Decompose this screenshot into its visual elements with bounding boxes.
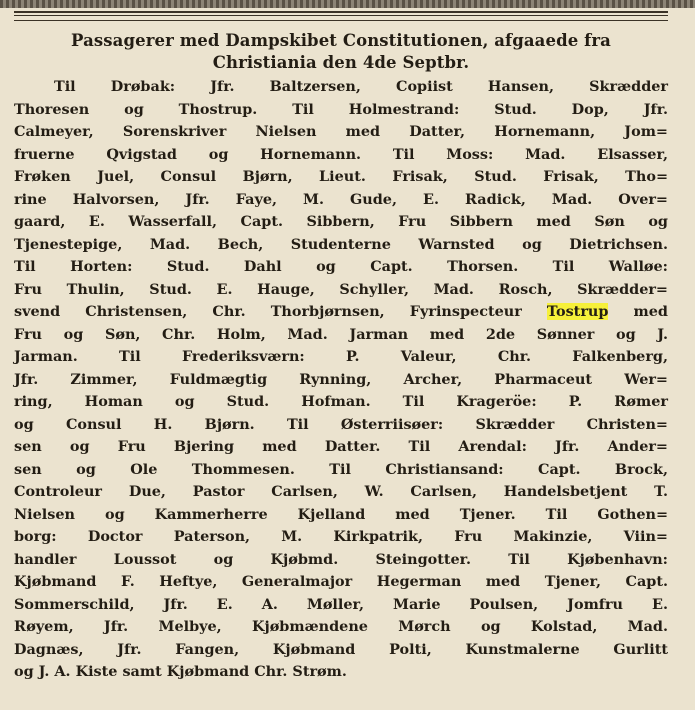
- body-line: Til Horten: Stud. Dahl og Capt. Thorsen. Til Walløe:: [14, 258, 668, 275]
- body-line: handler Loussot og Kjøbmd. Steingotter. Til Kjøbenhavn:: [14, 550, 668, 568]
- body-line: borg: Doctor Paterson, M. Kirkpatrik, Fru Makinzie, Viin=: [14, 528, 668, 545]
- body-line: Calmeyer, Sorenskriver Nielsen med Datter, Hornemann, Jom=: [14, 123, 668, 140]
- body-line: Controleur Due, Pastor Carlsen, W. Carlsen, Handelsbetjent T.: [14, 483, 668, 500]
- body-line: ring, Homan og Stud. Hofman. Til Krageröe: P. Rømer: [14, 393, 668, 410]
- top-rule: [14, 11, 668, 13]
- headline-line-2: Christiania den 4de Septbr.: [212, 53, 470, 72]
- body-line: og J. A. Kiste samt Kjøbmand Chr. Strøm.: [14, 663, 347, 680]
- article-headline: [14, 30, 668, 74]
- body-line: gaard, E. Wasserfall, Capt. Sibbern, Fru Sibbern med Søn og: [14, 213, 668, 230]
- body-line: rine Halvorsen, Jfr. Faye, M. Gude, E. Radick, Mad. Over=: [14, 190, 668, 208]
- body-line: Jarman. Til Frederiksværn: P. Valeur, Chr. Falkenberg,: [14, 348, 668, 365]
- newspaper-article: [14, 30, 668, 684]
- body-line: [14, 301, 668, 324]
- body-line: Til Drøbak: Jfr. Baltzersen, Copiist Hansen, Skrædder: [54, 78, 668, 95]
- body-line: sen og Ole Thommesen. Til Christiansand: Capt. Brock,: [14, 460, 668, 478]
- body-line: sen og Fru Bjering med Datter. Til Arendal: Jfr. Ander=: [14, 438, 668, 455]
- highlighted-word: Tostrup: [546, 303, 609, 320]
- body-line: Kjøbmand F. Heftye, Generalmajor Hegerman med Tjener, Capt.: [14, 573, 668, 590]
- body-line: Røyem, Jfr. Melbye, Kjøbmændene Mørch og Kolstad, Mad.: [14, 618, 668, 635]
- body-line-part: svend Christensen, Chr. Thorbjørnsen, Fyrinspecteur: [14, 303, 547, 320]
- article-body: [14, 76, 668, 684]
- body-line: og Consul H. Bjørn. Til Østerriisøer: Skrædder Christen=: [14, 415, 668, 433]
- top-rule-thin-lower: [14, 20, 668, 21]
- body-line: Frøken Juel, Consul Bjørn, Lieut. Frisak, Stud. Frisak, Tho=: [14, 168, 668, 185]
- body-line: Sommerschild, Jfr. E. A. Møller, Marie Poulsen, Jomfru E.: [14, 595, 668, 613]
- body-line: Thoresen og Thostrup. Til Holmestrand: Stud. Dop, Jfr.: [14, 100, 668, 118]
- headline-line-1: Passagerer med Dampskibet Constitutionen, afgaaede fra: [71, 31, 611, 50]
- body-line-part: med: [608, 303, 668, 320]
- scan-edge-strip: [0, 0, 695, 8]
- body-line: fruerne Qvigstad og Hornemann. Til Moss: Mad. Elsasser,: [14, 145, 668, 163]
- top-rule-thin: [14, 15, 668, 16]
- body-line: Tjenestepige, Mad. Bech, Studenterne Warnsted og Dietrichsen.: [14, 235, 668, 253]
- body-line: Nielsen og Kammerherre Kjelland med Tjener. Til Gothen=: [14, 505, 668, 523]
- body-line: Fru Thulin, Stud. E. Hauge, Schyller, Mad. Rosch, Skrædder=: [14, 280, 668, 298]
- body-line: Dagnæs, Jfr. Fangen, Kjøbmand Polti, Kunstmalerne Gurlitt: [14, 640, 668, 658]
- body-line: Jfr. Zimmer, Fuldmægtig Rynning, Archer, Pharmaceut Wer=: [14, 370, 668, 388]
- body-line: Fru og Søn, Chr. Holm, Mad. Jarman med 2de Sønner og J.: [14, 325, 668, 343]
